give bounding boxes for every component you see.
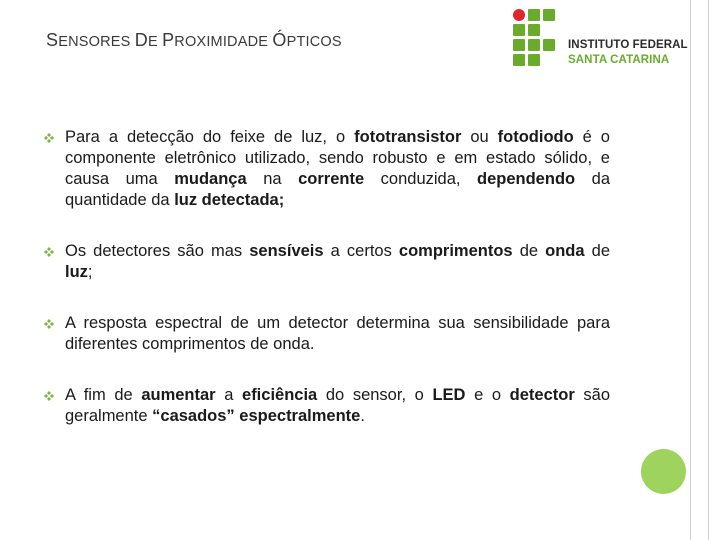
bullet-text: na [246, 170, 299, 188]
bullet-text: A resposta espectral de um detector determina sua sensibilidade para diferentes comprimentos de onda. [65, 314, 610, 353]
bullet-text-bold: comprimentos [398, 242, 513, 260]
bullet-text: A fim de [65, 386, 142, 404]
bullet-text: é o componente eletrônico utilizado, sendo robusto e em estado sólido, e causa uma [65, 128, 610, 188]
title-segment: E [147, 34, 163, 50]
bullet-text: . [360, 407, 365, 425]
bullet-text: ; [87, 263, 93, 281]
logo-line2: SANTA CATARINA [568, 54, 670, 66]
bullet-text-bold: corrente [298, 170, 365, 188]
bullet-item [44, 313, 610, 355]
title-segment: ENSORES [58, 34, 135, 50]
diamond-bullet-icon [44, 319, 54, 329]
bullet-text: ou [461, 128, 498, 146]
bullet-text: são geralmente [65, 386, 611, 425]
title-segment: P [162, 30, 175, 50]
bullet-text: de [584, 242, 610, 260]
bullet-text: a certos [323, 242, 399, 260]
logo-line1: INSTITUTO FEDERAL [568, 39, 688, 51]
bullet-text-bold: luz detectada; [174, 191, 285, 209]
bullet-text-bold: dependendo [477, 170, 576, 188]
bullet-text-bold: mudança [174, 170, 247, 188]
bullet-text: do sensor, o [317, 386, 433, 404]
bullet-item [44, 241, 610, 283]
title-segment: PTICOS [286, 34, 342, 50]
bullet-list [44, 127, 610, 427]
bullet-text-bold: LED [432, 386, 466, 404]
title-segment: Ó [272, 30, 287, 50]
bullet-item [44, 127, 610, 211]
bullet-text-bold: luz [65, 263, 88, 281]
bullet-text: e o [465, 386, 510, 404]
bullet-text: da quantidade da [65, 170, 611, 209]
frame-line-left [690, 0, 691, 540]
frame-line-right [708, 0, 709, 540]
title-segment: ROXIMIDADE [174, 34, 273, 50]
decorative-green-circle [641, 449, 686, 494]
bullet-text-bold: eficiência [242, 386, 318, 404]
bullet-text-bold: onda [545, 242, 585, 260]
title-segment: D [134, 30, 148, 50]
bullet-text: a [215, 386, 243, 404]
bullet-text-bold: fototransistor [354, 128, 462, 146]
bullet-text: de [512, 242, 546, 260]
title-segment: S [46, 30, 59, 50]
bullet-text: Os detectores são mas [65, 242, 250, 260]
bullet-text-bold: aumentar [141, 386, 216, 404]
logo [512, 8, 688, 70]
diamond-bullet-icon [44, 391, 54, 401]
bullet-text: conduzida, [364, 170, 478, 188]
bullet-text-bold: “casados” [152, 407, 235, 425]
bullet-text-bold: fotodiodo [497, 128, 574, 146]
diamond-bullet-icon [44, 247, 54, 257]
bullet-text-bold: sensíveis [249, 242, 324, 260]
bullet-item [44, 385, 610, 427]
slide-title [46, 30, 342, 51]
bullet-text-bold: detector [509, 386, 575, 404]
diamond-bullet-icon [44, 133, 54, 143]
bullet-text-bold: espectralmente [239, 407, 361, 425]
bullet-text: Para a detecção do feixe de luz, o [65, 128, 355, 146]
logo-grid-icon [512, 8, 562, 70]
